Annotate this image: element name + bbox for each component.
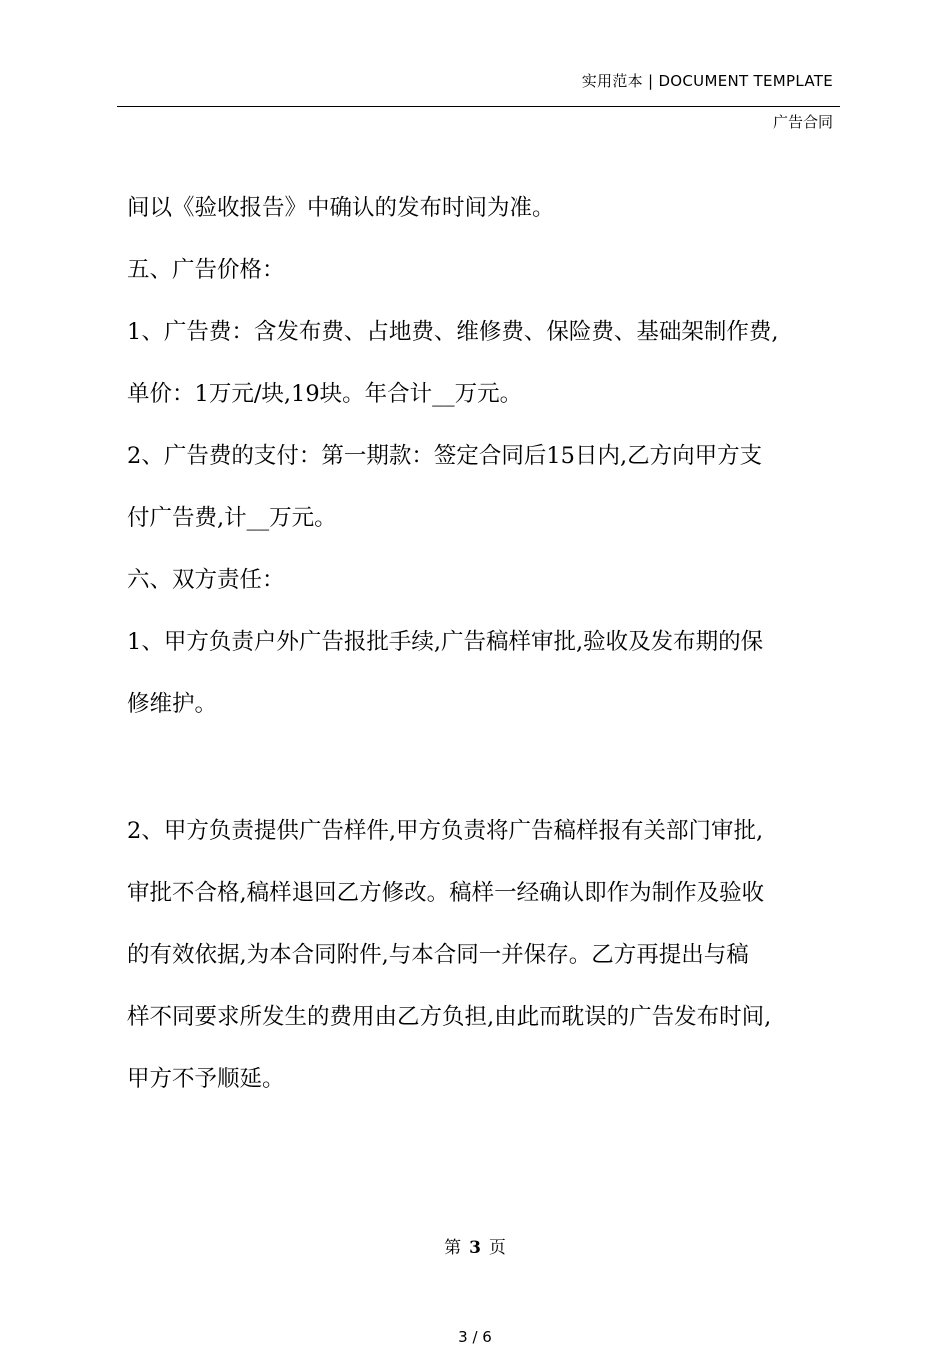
header-document-type: 广告合同 xyxy=(772,113,833,131)
header-brand: 实用范本 | DOCUMENT TEMPLATE xyxy=(581,72,833,90)
section-heading-price: 五、广告价格： xyxy=(127,257,285,283)
page-suffix: 页 xyxy=(488,1238,506,1258)
document-body xyxy=(127,177,827,1110)
body-line: 1、广告费：含发布费、占地费、维修费、保险费、基础架制作费, xyxy=(127,319,779,345)
body-line: 2、广告费的支付：第一期款：签定合同后15日内,乙方向甲方支 xyxy=(127,443,763,469)
section-heading-responsibilities: 六、双方责任： xyxy=(127,567,285,593)
body-line: 样不同要求所发生的费用由乙方负担,由此而耽误的广告发布时间, xyxy=(127,1004,772,1030)
body-line: 甲方不予顺延。 xyxy=(127,1066,285,1092)
body-line: 1、甲方负责户外广告报批手续,广告稿样审批,验收及发布期的保 xyxy=(127,629,764,655)
body-line: 间以《验收报告》中确认的发布时间为准。 xyxy=(127,195,555,221)
page-count: 3 / 6 xyxy=(458,1328,492,1346)
body-line: 修维护。 xyxy=(127,691,218,717)
page-number-label xyxy=(0,1233,950,1258)
page-number: 3 xyxy=(469,1238,481,1258)
paragraph-gap xyxy=(127,735,827,800)
header-divider xyxy=(117,106,840,107)
body-line: 单价：1万元/块,19块。年合计__万元。 xyxy=(127,381,523,407)
page-prefix: 第 xyxy=(444,1238,462,1258)
body-line: 的有效依据,为本合同附件,与本合同一并保存。乙方再提出与稿 xyxy=(127,942,749,968)
body-line: 2、甲方负责提供广告样件,甲方负责将广告稿样报有关部门审批, xyxy=(127,818,764,844)
body-line: 付广告费,计__万元。 xyxy=(127,505,337,531)
body-line: 审批不合格,稿样退回乙方修改。稿样一经确认即作为制作及验收 xyxy=(127,880,765,906)
